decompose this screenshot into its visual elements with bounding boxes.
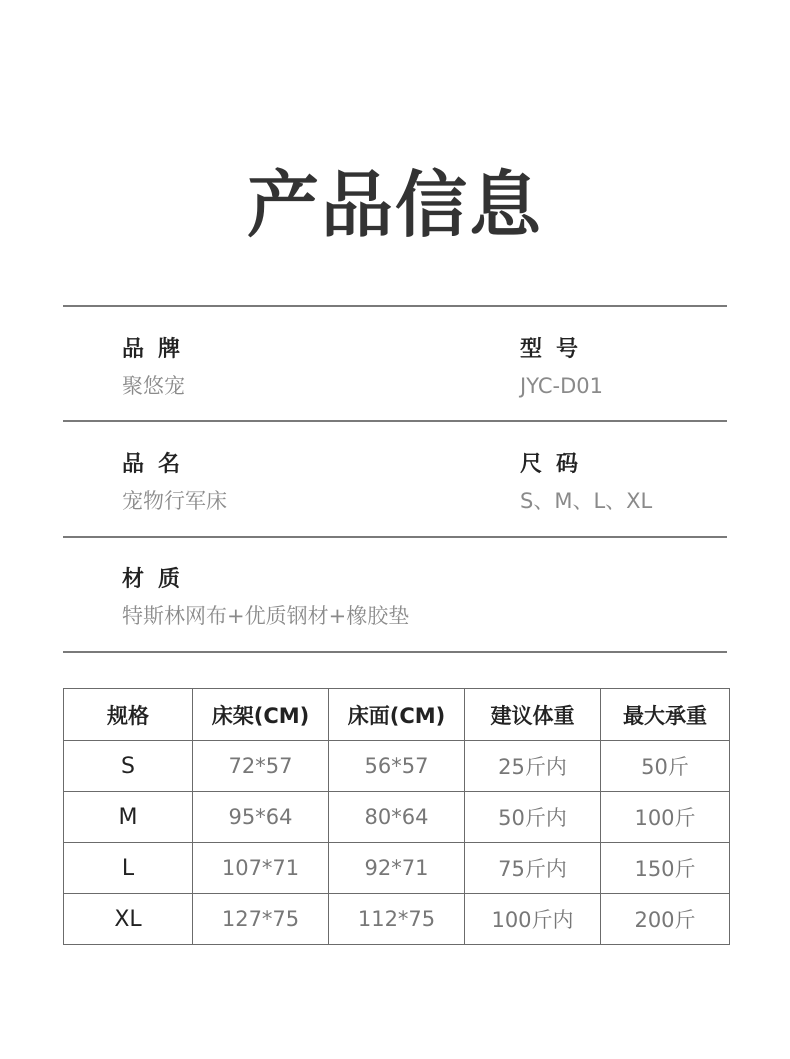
table-row — [64, 894, 730, 945]
product-name-label: 品名 — [122, 452, 195, 477]
cell-bed-surface: 92*71 — [329, 843, 465, 894]
cell-max-load: 150斤 — [601, 843, 730, 894]
divider — [63, 305, 727, 307]
cell-bed-surface: 56*57 — [329, 741, 465, 792]
cell-recommended-weight: 50斤内 — [465, 792, 601, 843]
material-label: 材质 — [122, 567, 195, 592]
spec-table — [63, 688, 730, 945]
sizes-label: 尺码 — [520, 452, 593, 477]
product-name-value: 宠物行军床 — [122, 489, 227, 513]
cell-frame: 107*71 — [193, 843, 329, 894]
cell-recommended-weight: 100斤内 — [465, 894, 601, 945]
table-row — [64, 792, 730, 843]
header-bed-surface: 床面(CM) — [329, 689, 465, 741]
table-header-row — [64, 689, 730, 741]
cell-size: XL — [64, 894, 193, 945]
brand-value: 聚悠宠 — [122, 374, 185, 398]
brand-field — [122, 335, 194, 401]
material-field — [122, 565, 409, 631]
model-value: JYC-D01 — [520, 374, 604, 398]
cell-size: M — [64, 792, 193, 843]
cell-frame: 72*57 — [193, 741, 329, 792]
sizes-field — [520, 450, 652, 516]
cell-bed-surface: 80*64 — [329, 792, 465, 843]
cell-frame: 127*75 — [193, 894, 329, 945]
cell-max-load: 100斤 — [601, 792, 730, 843]
header-frame: 床架(CM) — [193, 689, 329, 741]
table-row — [64, 843, 730, 894]
sizes-value: S、M、L、XL — [520, 489, 653, 513]
model-label: 型号 — [520, 337, 593, 362]
divider — [63, 651, 727, 653]
cell-max-load: 50斤 — [601, 741, 730, 792]
product-name-field — [122, 450, 227, 516]
header-max-load: 最大承重 — [601, 689, 730, 741]
cell-recommended-weight: 75斤内 — [465, 843, 601, 894]
model-field — [520, 335, 603, 401]
material-value: 特斯林网布+优质钢材+橡胶垫 — [122, 604, 410, 628]
header-size: 规格 — [64, 689, 193, 741]
divider — [63, 420, 727, 422]
brand-label: 品牌 — [122, 337, 195, 362]
divider — [63, 536, 727, 538]
page-title: 产品信息 — [246, 163, 543, 247]
cell-size: S — [64, 741, 193, 792]
cell-size: L — [64, 843, 193, 894]
cell-max-load: 200斤 — [601, 894, 730, 945]
cell-recommended-weight: 25斤内 — [465, 741, 601, 792]
cell-frame: 95*64 — [193, 792, 329, 843]
table-row — [64, 741, 730, 792]
cell-bed-surface: 112*75 — [329, 894, 465, 945]
header-recommended-weight: 建议体重 — [465, 689, 601, 741]
